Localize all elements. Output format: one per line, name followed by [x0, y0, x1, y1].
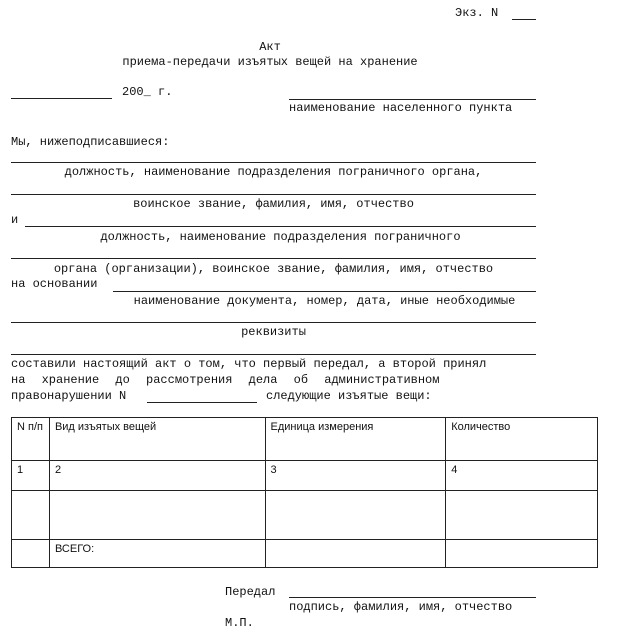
basis-line[interactable] [113, 291, 536, 292]
signature-line[interactable] [289, 597, 536, 598]
and-word: и [11, 213, 19, 227]
person1-line[interactable] [11, 162, 536, 163]
person2-org-hint: органа (организации), воинское звание, фамилия, имя, отчество [53, 262, 494, 276]
header-unit: Единица измерения [265, 418, 446, 461]
signature-hint: подпись, фамилия, имя, отчество [289, 600, 513, 614]
requisites-line[interactable] [11, 322, 536, 323]
place-hint: наименование населенного пункта [289, 101, 513, 115]
total-cell-empty [12, 540, 50, 568]
table-row [12, 491, 598, 540]
date-year: 200_ г. [122, 85, 173, 99]
extra-line[interactable] [11, 354, 536, 355]
table-cell[interactable] [49, 491, 265, 540]
index-cell: 3 [265, 461, 446, 491]
table-cell[interactable] [265, 491, 446, 540]
table-header-row [12, 418, 598, 461]
total-cell[interactable] [446, 540, 598, 568]
person1-rank-line[interactable] [11, 194, 536, 195]
person2-position-hint: должность, наименование подразделения пограничного [100, 230, 461, 244]
person2-org-line[interactable] [11, 258, 536, 259]
title-act: Акт [259, 40, 281, 54]
header-number: N п/п [12, 418, 50, 461]
place-line[interactable] [289, 99, 536, 100]
body-line-2 [11, 373, 536, 387]
signature-label: Передал [225, 585, 276, 599]
intro-text: Мы, нижеподписавшиеся: [11, 135, 170, 149]
case-number-line[interactable] [147, 402, 257, 403]
total-label: ВСЕГО: [49, 540, 265, 568]
index-cell: 1 [12, 461, 50, 491]
person1-position-hint: должность, наименование подразделения пограничного органа, [64, 165, 483, 179]
table-cell[interactable] [446, 491, 598, 540]
person1-rank-hint: воинское звание, фамилия, имя, отчество [133, 197, 414, 211]
title-subtitle: приема-передачи изъятых вещей на хранение [122, 55, 418, 69]
body-line-2-text: на хранение до рассмотрения дела об административном [11, 373, 440, 387]
total-cell[interactable] [265, 540, 446, 568]
header-item-type: Вид изъятых вещей [49, 418, 265, 461]
index-cell: 4 [446, 461, 598, 491]
copy-number-line [512, 19, 536, 20]
stamp-placeholder: М.П. [225, 616, 254, 630]
body-line-3-start: правонарушении N [11, 389, 127, 403]
items-table [11, 417, 598, 568]
body-line-3-end: следующие изъятые вещи: [266, 389, 432, 403]
index-cell: 2 [49, 461, 265, 491]
table-total-row [12, 540, 598, 568]
table-index-row [12, 461, 598, 491]
basis-document-hint: наименование документа, номер, дата, иные необходимые [133, 294, 516, 308]
requisites-hint: реквизиты [241, 325, 306, 339]
body-line-1: составили настоящий акт о том, что первый передал, а второй принял [11, 357, 487, 371]
table-cell[interactable] [12, 491, 50, 540]
header-quantity: Количество [446, 418, 598, 461]
basis-label: на основании [11, 277, 98, 291]
copy-number-label: Экз. N [455, 6, 499, 20]
person2-line[interactable] [25, 226, 536, 227]
date-line [11, 98, 112, 99]
